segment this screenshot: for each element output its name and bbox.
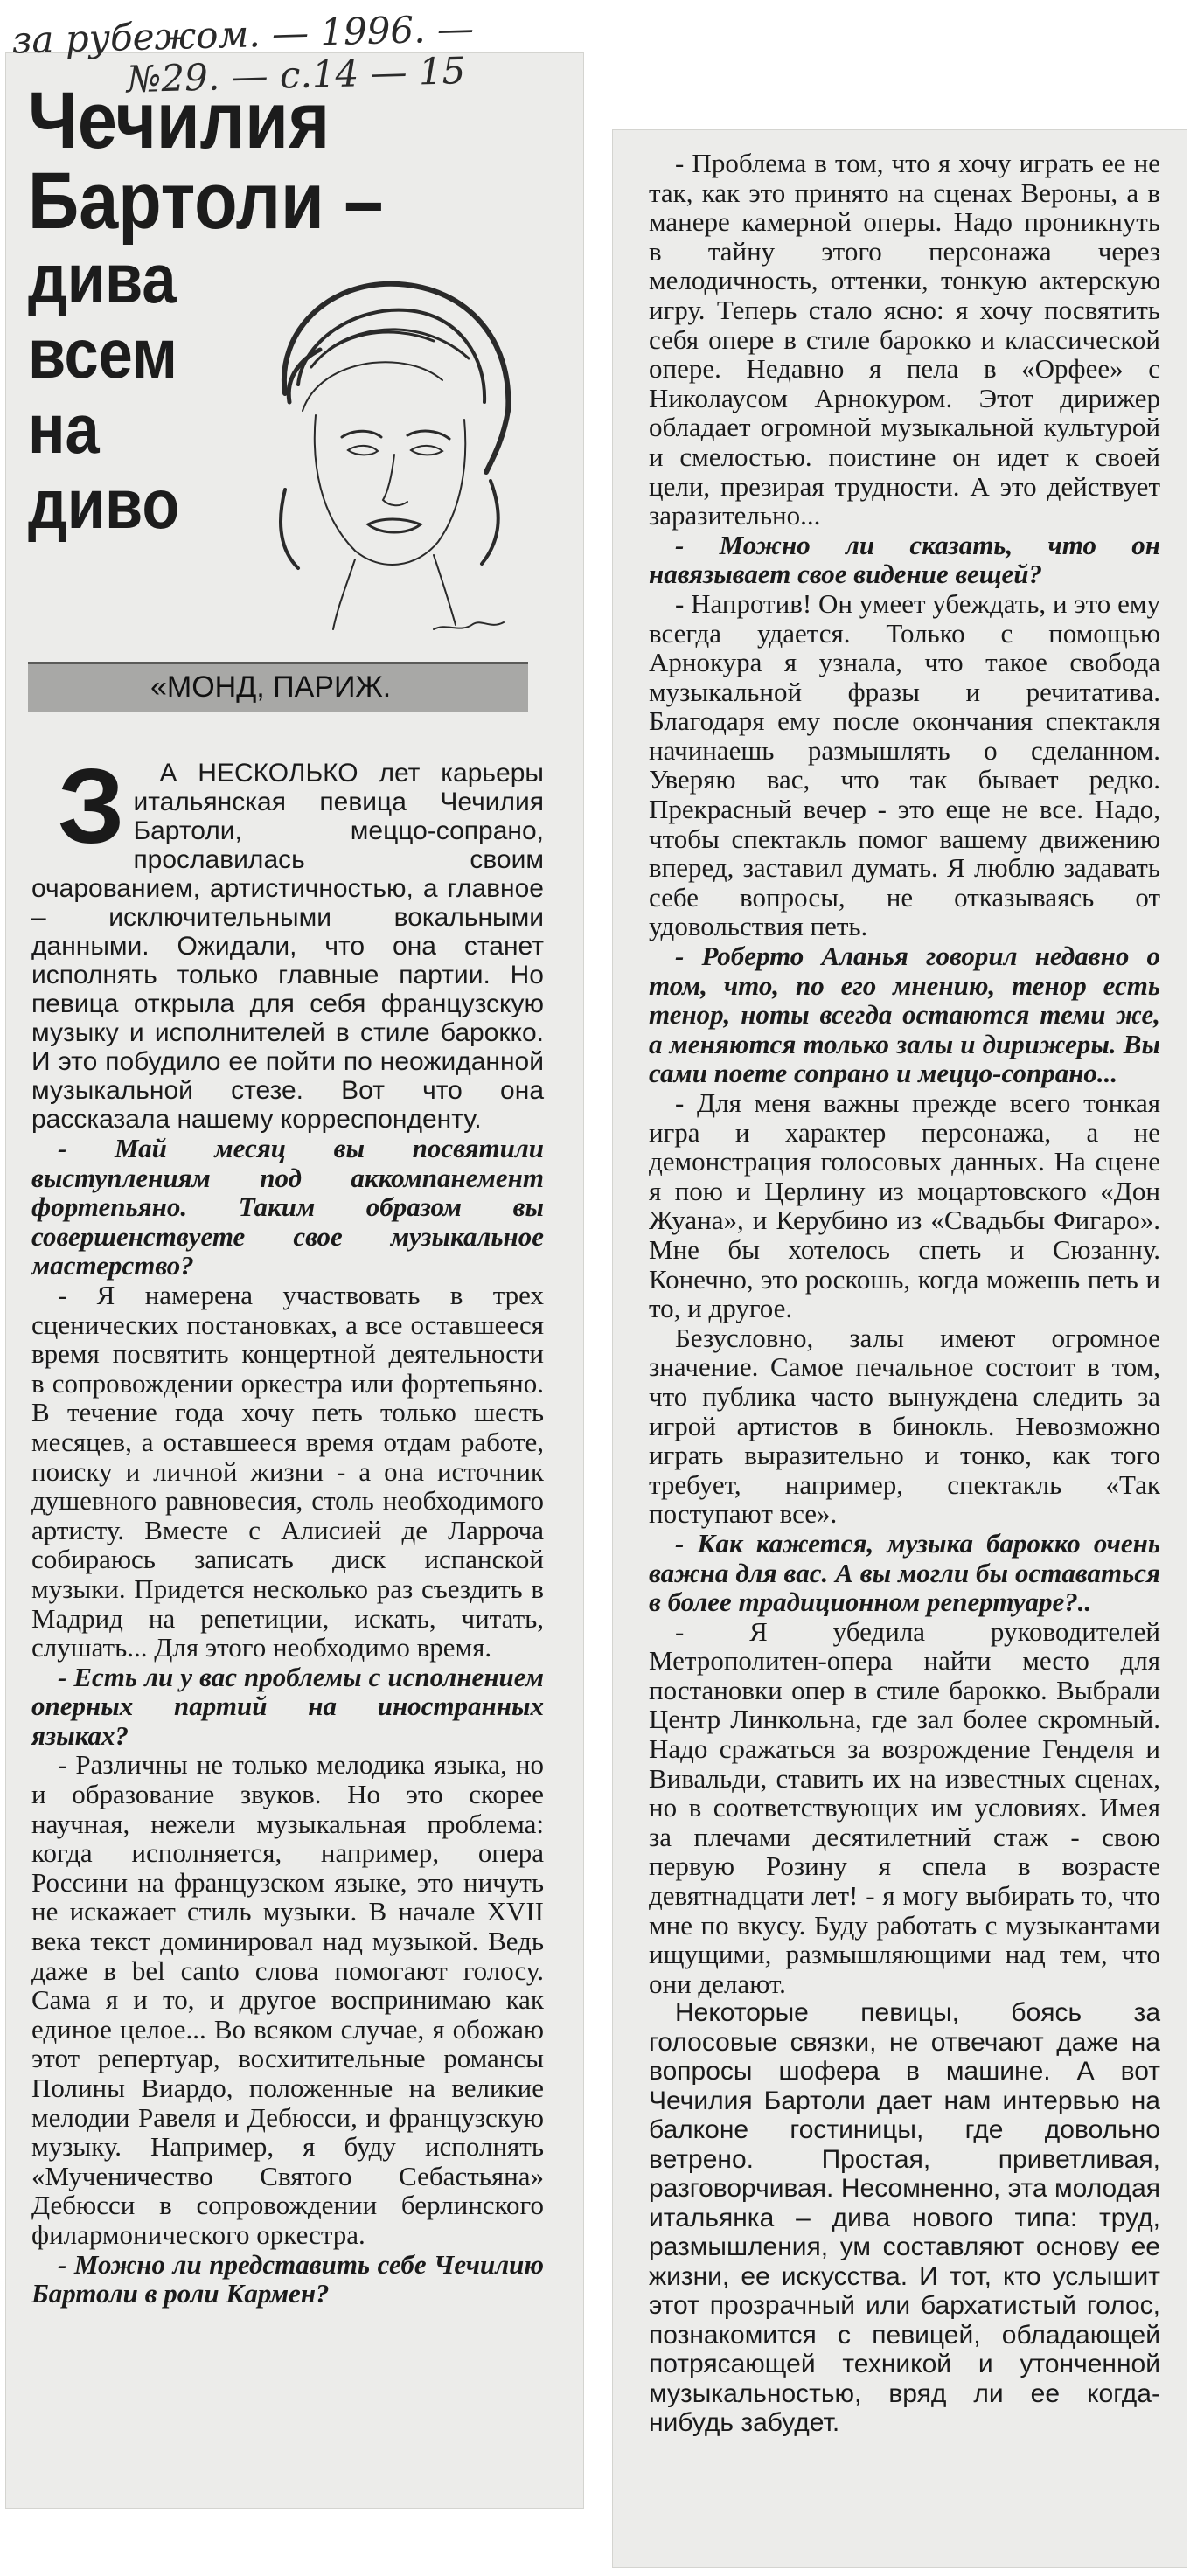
answer-1: - Я намерена участвовать в трех сценических постановках, а все оставшееся время посвятить концертной деятельности в сопровождении оркестра или фортепьяно. В течение года хочу петь только шесть месяцев, а оставшееся время отдам работе, поиску и личной жизни - а она источник душевного равновесия, столь необходимого артисту. Вместе с Алисией де Ларроча собираюсь записать диск испанской музыки. Придется несколько раз съездить в Мадрид на репетиции, искать, читать, слушать... Для этого необходимо время. xyxy=(31,1279,544,1663)
headline-sub-2: всем xyxy=(28,315,177,392)
source-band: «МОНД, ПАРИЖ. xyxy=(28,662,528,712)
lead-paragraph xyxy=(31,746,544,1134)
answer-3: - Проблема в том, что я хочу играть ее не так, как это принято на сценах Вероны, а в манере камерной оперы. Надо проникнуть в тайну этого персонажа через мелодичность, оттенки, тонкую актерскую игру. Теперь стало ясно: я хочу посвятить себя опере в стиле барокко и классической опере. Недавно я пела в «Орфее» с Николаусом Арнокуром. Этот дирижер обладает огромной музыкальной культурой и смелостью. поистине он идет к своей цели, презирая трудности. А это действует заразительно... xyxy=(649,148,1160,531)
answer-6: - Я убедила руководителей Метрополитен-опера найти место для постановки опер в стиле барокко. Выбрали Центр Линкольна, где зал более скромный. Надо сражаться за возрождение Генделя и Вивальди, ставить их на известных сценах, но в соответствующих им условиях. Имея за плечами десятилетний стаж - свою первую Розину я спела в возрасте девятнадцати лет! - я могу выбирать то, что мне по вкусу. Буду работать с музыкантами ищущими, размышляющими над тем, что они делают. xyxy=(649,1615,1160,1999)
citation-line-2: №29. — с.14 — 15 xyxy=(126,49,466,101)
portrait-sketch xyxy=(250,262,526,647)
question-5: - Роберто Аланья говорил недавно о том, что, по его мнению, тенор есть тенор, ноты всегда остаются теми же, а меняются только залы и дирижеры. Вы сами поете сопрано и меццо-сопрано... xyxy=(649,941,1160,1089)
answer-4: - Напротив! Он умеет убеждать, и это ему всегда удается. Только с помощью Арнокура я узнала, что такое свобода музыкальной фразы и речитатива. Благодаря ему после окончания спектакля начинаешь размышлять о сделанном. Уверяю вас, что так бывает редко. Прекрасный вечер - это еще не все. Надо, чтобы спектакль помог вашему движению вперед, заставил думать. Я люблю задавать себе вопросы, не отказываясь от удовольствия петь. xyxy=(649,587,1160,942)
question-2: - Есть ли у вас проблемы с исполнением оперных партий на иностранных языках? xyxy=(31,1661,544,1751)
headline-sub-1: дива xyxy=(28,240,177,317)
question-4: - Можно ли сказать, что он навязывает свое видение вещей? xyxy=(649,529,1160,590)
answer-5: - Для меня важны прежде всего тонкая игра и характер персонажа, а не демонстрация голосовых данных. На сцене я пою и Церлину из моцартовского «Дон Жуана», и Керубино из «Свадьбы Фигаро». Мне бы хотелось спеть и Сюзанну. Конечно, это роскошь, когда можешь петь и то, и другое. xyxy=(649,1087,1160,1324)
left-column xyxy=(31,746,544,2309)
headline-line-2: Бартоли – xyxy=(28,156,384,246)
lead-text: А НЕСКОЛЬКО лет карьеры итальянская певица Чечилия Бартоли, меццо-сопрано, прославилась своим очарованием, артистичностью, а главное – исключительными вокальными данными. Ожидали, что она станет исполнять только главные партии. Но певица открыла для себя французскую музыку и исполнителей в стиле барокко. И это побудило ее пойти по неожиданной музыкальной стезе. Вот что она рассказала нашему корреспонденту. xyxy=(31,759,544,1134)
right-column xyxy=(649,149,1160,2438)
answer-5b: Безусловно, залы имеют огромное значение. Самое печальное состоит в том, что публика часто вынуждена следить за игрой артистов в бинокль. Невозможно играть выразительно и тонко, как того требует, например, спектакль «Так поступают все». xyxy=(649,1322,1160,1530)
headline-line-1: Чечилия xyxy=(28,76,331,165)
question-1: - Май месяц вы посвятили выступлениям под аккомпанемент фортепьяно. Таким образом вы совершенствуете свое музыкальное мастерство? xyxy=(31,1133,544,1281)
question-6: - Как кажется, музыка барокко очень важна для вас. А вы могли бы оставаться в более традиционном репертуаре?.. xyxy=(649,1527,1160,1618)
afterword-paragraph: Некоторые певицы, боясь за голосовые связки, не отвечают даже на вопросы шофера в машине. А вот Чечилия Бартоли дает нам интервью на балконе гостиницы, где довольно ветрено. Простая, приветливая, разговорчивая. Несомненно, эта молодая итальянка – дива нового типа: труд, размышления, ум составляют основу ее жизни, ее искусства. И тот, кто услышит этот прозрачный или бархатистый голос, познакомится с певицей, обладающей потрясающей техникой и утонченной музыкальностью, вряд ли ее когда-нибудь забудет. xyxy=(649,1998,1160,2438)
answer-2: - Различны не только мелодика языка, но и образование звуков. Но это скорее научная, нежели музыкальная проблема: когда исполняется, например, опера Россини на французском языке, это ничуть не искажает стиль музыки. В начале XVII века текст доминировал над музыкой. Ведь даже в bel canto слова помогают голосу. Сама я и то, и другое воспринимаю как единое целое... Во всяком случае, я обожаю этот репертуар, восхитительные романсы Полины Виардо, положенные на великие мелодии Равеля и Дебюсси, и французскую музыку. Например, я буду исполнять «Мученичество Святого Себастьяна» Дебюсси в сопровождении берлинского филармонического оркестра. xyxy=(31,1749,544,2250)
citation-line-1: за рубежом. — 1996. — xyxy=(10,6,475,62)
question-3: - Можно ли представить себе Чечилию Бартоли в роли Кармен? xyxy=(31,2248,544,2309)
headline-sub-4: диво xyxy=(28,465,180,543)
headline-sub-3: на xyxy=(28,390,100,468)
drop-cap: З xyxy=(58,746,125,865)
